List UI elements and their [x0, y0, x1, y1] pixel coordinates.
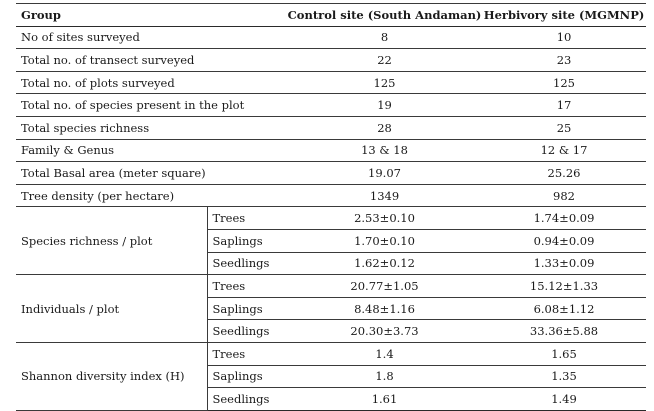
table-row — [16, 275, 646, 298]
control-value: 1.61 — [287, 388, 482, 411]
control-value: 1.62±0.12 — [287, 252, 482, 275]
table-row — [16, 139, 646, 162]
row-label: Tree density (per hectare) — [16, 184, 287, 207]
table-row — [16, 49, 646, 72]
row-label: Total Basal area (meter square) — [16, 162, 287, 185]
herbivory-value: 15.12±1.33 — [482, 275, 646, 298]
group-label: Species richness / plot — [16, 207, 207, 275]
subrow-label: Seedlings — [207, 320, 287, 343]
herbivory-value: 1.65 — [482, 342, 646, 365]
subrow-label: Seedlings — [207, 252, 287, 275]
control-value: 22 — [287, 49, 482, 72]
subrow-label: Seedlings — [207, 388, 287, 411]
herbivory-value: 25.26 — [482, 162, 646, 185]
table-row — [16, 26, 646, 49]
control-value: 1.4 — [287, 342, 482, 365]
control-value: 1349 — [287, 184, 482, 207]
row-label: No of sites surveyed — [16, 26, 287, 49]
table-row — [16, 342, 646, 365]
herbivory-value: 17 — [482, 94, 646, 117]
control-value: 20.30±3.73 — [287, 320, 482, 343]
subrow-label: Trees — [207, 275, 287, 298]
control-value: 1.8 — [287, 365, 482, 388]
header-control-site: Control site (South Andaman) — [287, 4, 482, 27]
control-value: 19.07 — [287, 162, 482, 185]
header-row — [16, 4, 646, 27]
control-value: 19 — [287, 94, 482, 117]
table-body — [16, 26, 646, 410]
control-value: 20.77±1.05 — [287, 275, 482, 298]
table-row — [16, 207, 646, 230]
row-label: Total no. of plots surveyed — [16, 71, 287, 94]
table-row — [16, 94, 646, 117]
control-value: 125 — [287, 71, 482, 94]
row-label: Total no. of species present in the plot — [16, 94, 287, 117]
control-value: 1.70±0.10 — [287, 229, 482, 252]
herbivory-value: 0.94±0.09 — [482, 229, 646, 252]
herbivory-value: 982 — [482, 184, 646, 207]
subrow-label: Trees — [207, 342, 287, 365]
herbivory-value: 1.35 — [482, 365, 646, 388]
subrow-label: Saplings — [207, 297, 287, 320]
control-value: 8.48±1.16 — [287, 297, 482, 320]
herbivory-value: 23 — [482, 49, 646, 72]
row-label: Family & Genus — [16, 139, 287, 162]
subrow-label: Trees — [207, 207, 287, 230]
subrow-label: Saplings — [207, 365, 287, 388]
control-value: 8 — [287, 26, 482, 49]
group-label: Shannon diversity index (H) — [16, 342, 207, 410]
group-label: Individuals / plot — [16, 275, 207, 343]
herbivory-value: 12 & 17 — [482, 139, 646, 162]
control-value: 28 — [287, 116, 482, 139]
row-label: Total species richness — [16, 116, 287, 139]
herbivory-value: 1.49 — [482, 388, 646, 411]
herbivory-value: 1.33±0.09 — [482, 252, 646, 275]
herbivory-value: 25 — [482, 116, 646, 139]
row-label: Total no. of transect surveyed — [16, 49, 287, 72]
herbivory-value: 10 — [482, 26, 646, 49]
data-table — [16, 3, 646, 411]
table-row — [16, 184, 646, 207]
herbivory-value: 33.36±5.88 — [482, 320, 646, 343]
herbivory-value: 6.08±1.12 — [482, 297, 646, 320]
header-herbivory-site: Herbivory site (MGMNP) — [482, 4, 646, 27]
table-row — [16, 71, 646, 94]
subrow-label: Saplings — [207, 229, 287, 252]
herbivory-value: 125 — [482, 71, 646, 94]
table-row — [16, 162, 646, 185]
herbivory-value: 1.74±0.09 — [482, 207, 646, 230]
control-value: 2.53±0.10 — [287, 207, 482, 230]
table-row — [16, 116, 646, 139]
header-group: Group — [16, 4, 287, 27]
control-value: 13 & 18 — [287, 139, 482, 162]
